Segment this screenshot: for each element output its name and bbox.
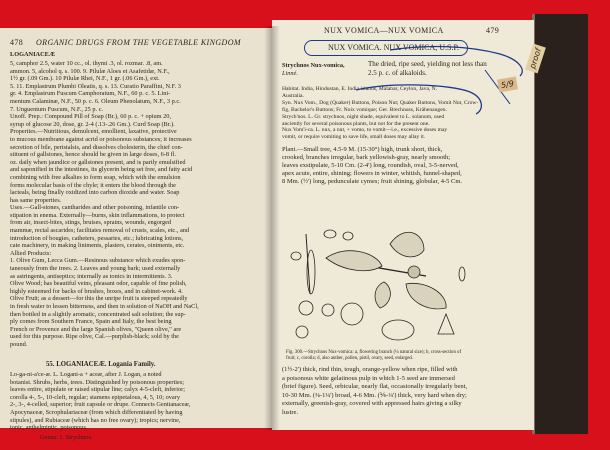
left-body-line: forms molecular basis of the chyle; it enters the blood through the — [10, 181, 176, 189]
left-body-line: used for this purpose. Ripe olive, Cal.—purplish-black; sold by the — [10, 333, 179, 341]
ink-marks — [270, 40, 610, 200]
plant-line: crooked, branches irregular, bark yellowish-gray, nearly smooth; — [282, 154, 451, 161]
plant-line: leaves exstipulate, 5-10 Cm. (2-4') long, roundish, oval, 3-5-nerved, — [282, 162, 459, 169]
fruit-seed-description — [282, 366, 467, 418]
right-body-line: vomit, or require vomiting to save life, small doses may allay it. — [282, 134, 426, 141]
right-page-number: 479 — [486, 26, 500, 35]
botanical-author: Linné. — [282, 70, 298, 77]
right-body-line: anciently for several poisonous plants, but not for the present one. — [282, 120, 430, 127]
left-body-line: Unoff. Prep.: Compound Pill of Soap (Br.), 60 p. c. + opium 20, — [10, 113, 172, 121]
left-body-line: lacteals, being finally oxidized into carbon dioxide and water. Soap — [10, 189, 180, 197]
genus-line: Genus: 1. Strychnos. — [40, 434, 93, 441]
left-body-line: mentum Calaminæ, N.F., 50 p. c. 6. Oleum Phenolatum, N.F., 3 p.c. — [10, 97, 181, 105]
left-body-line: secretion of bile, peristalsis, and dissolves cholesterin, the chief con- — [10, 143, 183, 151]
right-body-line: Nux Vom'i-ca. L. nux, a nut, + vomo, to vomit—i.e., excessive doses may — [282, 127, 448, 134]
left-body-line: Allied Products: — [10, 249, 52, 257]
ink-arc-definition — [356, 85, 481, 114]
botanical-figure-strychnos — [286, 224, 472, 346]
sticky-note-2: proof — [525, 44, 546, 74]
flower-cluster — [408, 266, 420, 278]
left-body-line: gr. 4. Emplastrum Fuscum Camphoratum, N.F., 60 p. c. 5. Lini- — [10, 90, 171, 98]
left-body-line: 7. Unguentum Fuscum, N.F., 25 p. c. — [10, 105, 104, 113]
caption-line: Fig. 300.—Strychnos Nux-vomica: a, flowering branch (¼ natural size); b, cross-section of — [286, 350, 462, 355]
left-section-label: LOGANIACEÆ — [10, 51, 56, 58]
definition-line: The dried, ripe seed, yielding not less than — [368, 60, 487, 68]
ink-arc-top — [390, 47, 522, 76]
left-body-line: to mucous membrane against acrid or poisonous substances; it increases — [10, 135, 192, 143]
left-body-line: stituent of gallstones, hence should be given in large doses, 6-8 fl. — [10, 151, 177, 159]
left-body-line: and saponified in the intestines, its glycerin being set free, and fatty acid — [10, 166, 193, 174]
bottom-line: a poisonous white gelatinous pulp in which 1-5 seed are immersed — [282, 374, 455, 382]
left-body-line: 1. Olive Gum, Lecca Gum.—Resinous substance which exudes spon- — [10, 257, 186, 265]
family-line: stipules), and Rubiaceæ (which has no free ovary); tropics; nervine, — [10, 416, 181, 424]
left-body-line: has same properties. — [10, 196, 62, 204]
family-line: botanist. Shrubs, herbs, trees. Distinguished by poisonous properties; — [10, 378, 185, 386]
left-body-line: in fresh water to lessen bitterness, and then in solution of NaOH and NaCl, — [10, 303, 199, 310]
left-body-text — [10, 60, 199, 349]
family-line: 2-, 3-, 4-celled, superior; fruit capsule or drupe. Connects Gentianaceæ, — [10, 401, 191, 409]
left-body-line: French or Provence and the large Spanish olives, "Queen olive," are — [10, 325, 182, 333]
left-body-line: Olive Fruit; as a dessert—for this the unripe fruit is steeped repeatedly — [10, 295, 188, 303]
left-body-line: from air, insect-bites, stings, bruises, sprains, wounds, engorged — [10, 219, 172, 227]
right-running-head: NUX VOMICA—NUX VOMICA — [324, 26, 444, 35]
left-body-line: 5, camphor 2.5, water 10 cc., ol. thymi .3, ol. rozmar. .8, am. — [10, 60, 163, 67]
left-body-line: Properties.—Nutritious, demulcent, emollient, laxative, protective — [10, 128, 177, 136]
plant-line: apex acute, entire, shining; flowers in winter, whitish, funnel-shaped, — [282, 170, 462, 177]
family-line: Apocynaceæ, Scrophulariaceæ (from which differentiated by having — [10, 408, 183, 416]
left-body-line: pound. — [10, 340, 28, 348]
left-page — [0, 28, 272, 441]
left-body-line: then bottled in a slightly aromatic, concentrated salt solution; the sup- — [10, 310, 186, 318]
left-body-line: Uses.—Gall-stones, cantharides and other poisoning, infantile con- — [10, 204, 180, 212]
caption-line: fruit; c, corolla; d, also anther, pollen, pistil, ovary, seed, enlarged. — [286, 356, 414, 361]
right-body-line: Syn. Nux Vom., Dog (Quaker) Buttons, Poison Nut; Quaker Buttons, Vomit Nut, Crow- — [282, 99, 479, 106]
left-body-line: 1½ gr. (.09 Gm.). 10 Pilulæ Rhei, N.F., 1 gr. (.06 Gm.), ext. — [10, 75, 160, 83]
family-line: leaves entire, stipulate or raised stipular line; calyx 4-5-cleft, inferior; — [10, 386, 186, 394]
left-body-line: as astringents, antiseptics; internally as tonics in intermittents. 3. — [10, 272, 173, 280]
left-body-line: ammon. 5, alcohol q. s. 100. 9. Pilulæ Aloes et Asafetidæ, N.F., — [10, 67, 170, 75]
plant-line: Plant.—Small tree, 4.5-9 M. (15-30°) high, trunk short, thick, — [282, 146, 443, 153]
bottom-line: (1½-2') thick, rind thin, tough, orange-yellow when ripe, filled with — [282, 366, 458, 373]
family-line: Lo-ga-ni-a'ce-æ. L. Logani-a + aceæ, after J. Logan, a noted — [10, 371, 162, 378]
bottom-line: 10-30 Mm. (⅜-1¼') broad, 4-6 Mm. (⅙-¼') thick, very hard when dry; — [282, 391, 467, 399]
left-body-line: oz. daily when jaundice or gallstones present, and is partly emulsified — [10, 158, 186, 166]
sticky-note-1: 5/9 — [497, 76, 518, 92]
bottom-line: lustre. — [282, 408, 299, 416]
family-line: tonic, anthelmintic, poisonous. — [10, 424, 88, 432]
right-body-line: fig, Bachelor's Buttons; Fr. Noix vomique; Ger. Brechnuss, Krähenaugen. — [282, 106, 447, 113]
family-line: corolla 4-, 5-, 10-cleft, regular; stamens epipetalous, 4, 5, 10; ovary — [10, 393, 180, 401]
right-body-line: Australia. — [282, 92, 304, 99]
left-body-line: ply comes from Southern France, Spain and Italy, the best being — [10, 318, 172, 326]
family-heading: 55. LOGANIACEÆ. Logania Family. — [46, 361, 156, 368]
left-body-line: syrup of glucose 20, dose, gr. 2-4 (.13-.26 Gm.). Curd Soap (Br.). — [10, 120, 175, 128]
left-running-head: ORGANIC DRUGS FROM THE VEGETABLE KINGDOM — [36, 38, 241, 47]
left-body-line: stipation in enema. Externally—burns, skin inflammations, to protect — [10, 211, 185, 219]
right-body-line: Strych'nos. L. Gr. strychnos, night shade, equivalent to L. solanum, used — [282, 113, 445, 120]
left-body-line: highly esteemed for backs of brushes, boxes, and in cabinet-work. 4. — [10, 287, 183, 295]
left-body-line: mammæ, rectal ascarides; facilitates removal of crusts, scales, etc., and — [10, 227, 190, 235]
botanical-name: Strychnos Nux-vomica, — [282, 62, 345, 69]
left-body-line: combining with free alkalies to form soap, which with the emulsion — [10, 173, 181, 181]
drug-title: NUX VOMICA. NUX VOMICA, U.S.P. — [328, 43, 460, 52]
left-body-line: introduction of bougies, catheters, pessaries, etc.; lubricating lotions, — [10, 234, 184, 242]
left-body-line: cate machinery, in making liniments, plasters, cerates, ointments, etc. — [10, 242, 185, 250]
right-body-line: Habitat. India, Hindustan, E. India islands, Malabar, Ceylon, Java, N. — [282, 86, 438, 92]
definition-line: 2.5 p. c. of alkaloids. — [368, 69, 427, 77]
left-page-number: 478 — [10, 38, 24, 47]
figure-caption — [286, 350, 461, 362]
left-body-line: Olive Wood; has beautiful veins, pleasant odor, capable of fine polish, — [10, 280, 187, 288]
left-body-line: 5. 11. Emplastrum Plumbi Oleatis, q. s. 13. Curatio Paraffini, N.F. 3 — [10, 82, 181, 90]
plant-line: 8 Mm. (½') long, pedunculate cymes; fruit shining, globular, 4-5 Cm. — [282, 178, 462, 185]
bottom-line: (brief figure). Seed, orbicular, nearly flat, occasionally irregularly bent, — [282, 383, 468, 391]
bottom-line: externally, greenish-gray, covered with appressed hairs giving a silky — [282, 400, 462, 408]
left-body-line: taneously from the trees. 2. Leaves and young bark; used externally — [10, 265, 181, 273]
family-description — [10, 371, 190, 432]
